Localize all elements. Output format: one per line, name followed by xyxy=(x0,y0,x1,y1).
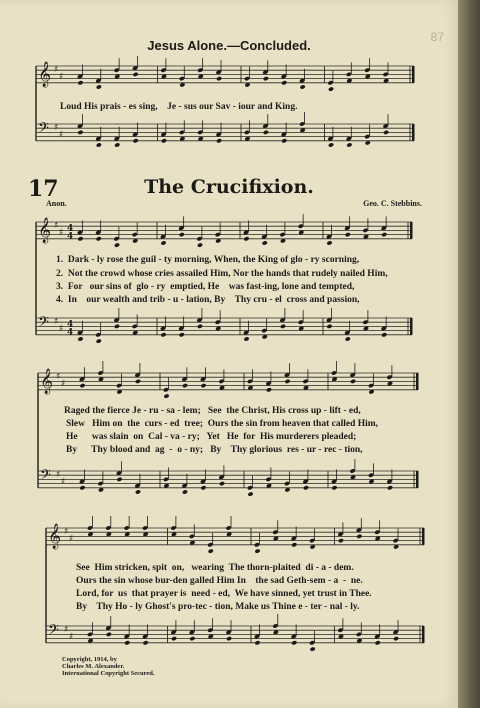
copyright-notice xyxy=(62,656,155,677)
copyright-line: Copyright, 1914, by xyxy=(62,656,117,663)
time-signature: 4 xyxy=(67,320,74,330)
system3-verse2: Ours the sin whose bur-den galled Him In the sad Geth-sem - a - ne. xyxy=(76,576,363,586)
system1-verse3: 3. For our sins of glo - ry emptied, He was fast-ing, lone and tempted, xyxy=(56,282,355,292)
system1-verse4: 4. In our wealth and trib - u - lation, By Thy cru - el cross and passion, xyxy=(56,295,360,305)
bass-clef-icon: 𝄢 xyxy=(38,314,49,334)
system1-verse2: 2. Not the crowd whose cries assailed Him, Nor the hands that rudely nailed Him, xyxy=(56,269,388,279)
sharp-icon: ♯ xyxy=(69,534,74,544)
sharp-icon: ♯ xyxy=(54,65,59,75)
hymn-title: The Crucifixion. xyxy=(144,176,314,198)
system2-verse3: He was slain on Cal - va - ry; Yet He for His murderers pleaded; xyxy=(66,432,357,442)
sharp-icon: ♯ xyxy=(69,632,74,642)
bass-clef-icon: 𝄢 xyxy=(48,622,59,642)
time-signature: 4 xyxy=(67,224,74,234)
sharp-icon: ♯ xyxy=(56,470,61,480)
bass-clef-icon: 𝄢 xyxy=(38,120,49,140)
treble-clef-icon: 𝄞 xyxy=(38,218,52,243)
sharp-icon: ♯ xyxy=(54,317,59,327)
author-credit: Anon. xyxy=(46,199,67,208)
sharp-icon: ♯ xyxy=(56,372,61,382)
sharp-icon: ♯ xyxy=(59,324,64,334)
sharp-icon: ♯ xyxy=(54,221,59,231)
system2-verse4: By Thy blood and ag - o - ny; By Thy glorious res - ur - rec - tion, xyxy=(66,445,363,455)
previous-hymn-title: Jesus Alone.—Concluded. xyxy=(147,38,311,53)
system2-verse1: Raged the fierce Je - ru - sa - lem; See the Christ, His cross up - lift - ed, xyxy=(64,406,361,416)
treble-clef-icon: 𝄞 xyxy=(40,369,54,394)
sharp-icon: ♯ xyxy=(64,527,69,537)
time-signature: 4 xyxy=(67,232,74,242)
copyright-line: Charles M. Alexander. xyxy=(62,663,125,670)
sharp-icon: ♯ xyxy=(59,72,64,82)
sharp-icon: ♯ xyxy=(64,625,69,635)
sharp-icon: ♯ xyxy=(59,228,64,238)
bass-clef-icon: 𝄢 xyxy=(40,467,51,487)
composer-credit: Geo. C. Stebbins. xyxy=(363,199,422,208)
copyright-line: International Copyright Secured. xyxy=(62,670,155,677)
time-signature: 4 xyxy=(67,328,74,338)
system3-verse4: By Thy Ho - ly Ghost's pro-tec - tion, Make us Thine e - ter - nal - ly. xyxy=(76,602,360,612)
system1-verse1: 1. Dark - ly rose the guil - ty morning, When, the King of glo - ry scorning, xyxy=(56,255,360,265)
page-number: 87 xyxy=(430,30,444,44)
sharp-icon: ♯ xyxy=(61,379,66,389)
treble-clef-icon: 𝄞 xyxy=(48,524,62,549)
top-lyric-line: Loud His prais - es sing, Je - sus our Sav - iour and King. xyxy=(60,102,298,112)
sharp-icon: ♯ xyxy=(61,477,66,487)
book-spine xyxy=(458,0,480,708)
system3-verse1: See Him stricken, spit on, wearing The thorn-plaited di - a - dem. xyxy=(76,563,354,573)
system3-verse3: Lord, for us that prayer is need - ed, We have sinned, yet trust in Thee. xyxy=(76,589,372,599)
system2-verse2: Slew Him on the curs - ed tree; Ours the sin from heaven that called Him, xyxy=(66,419,379,429)
sharp-icon: ♯ xyxy=(54,123,59,133)
treble-clef-icon: 𝄞 xyxy=(38,62,52,87)
sharp-icon: ♯ xyxy=(59,130,64,140)
hymn-number: 17 xyxy=(28,176,59,202)
